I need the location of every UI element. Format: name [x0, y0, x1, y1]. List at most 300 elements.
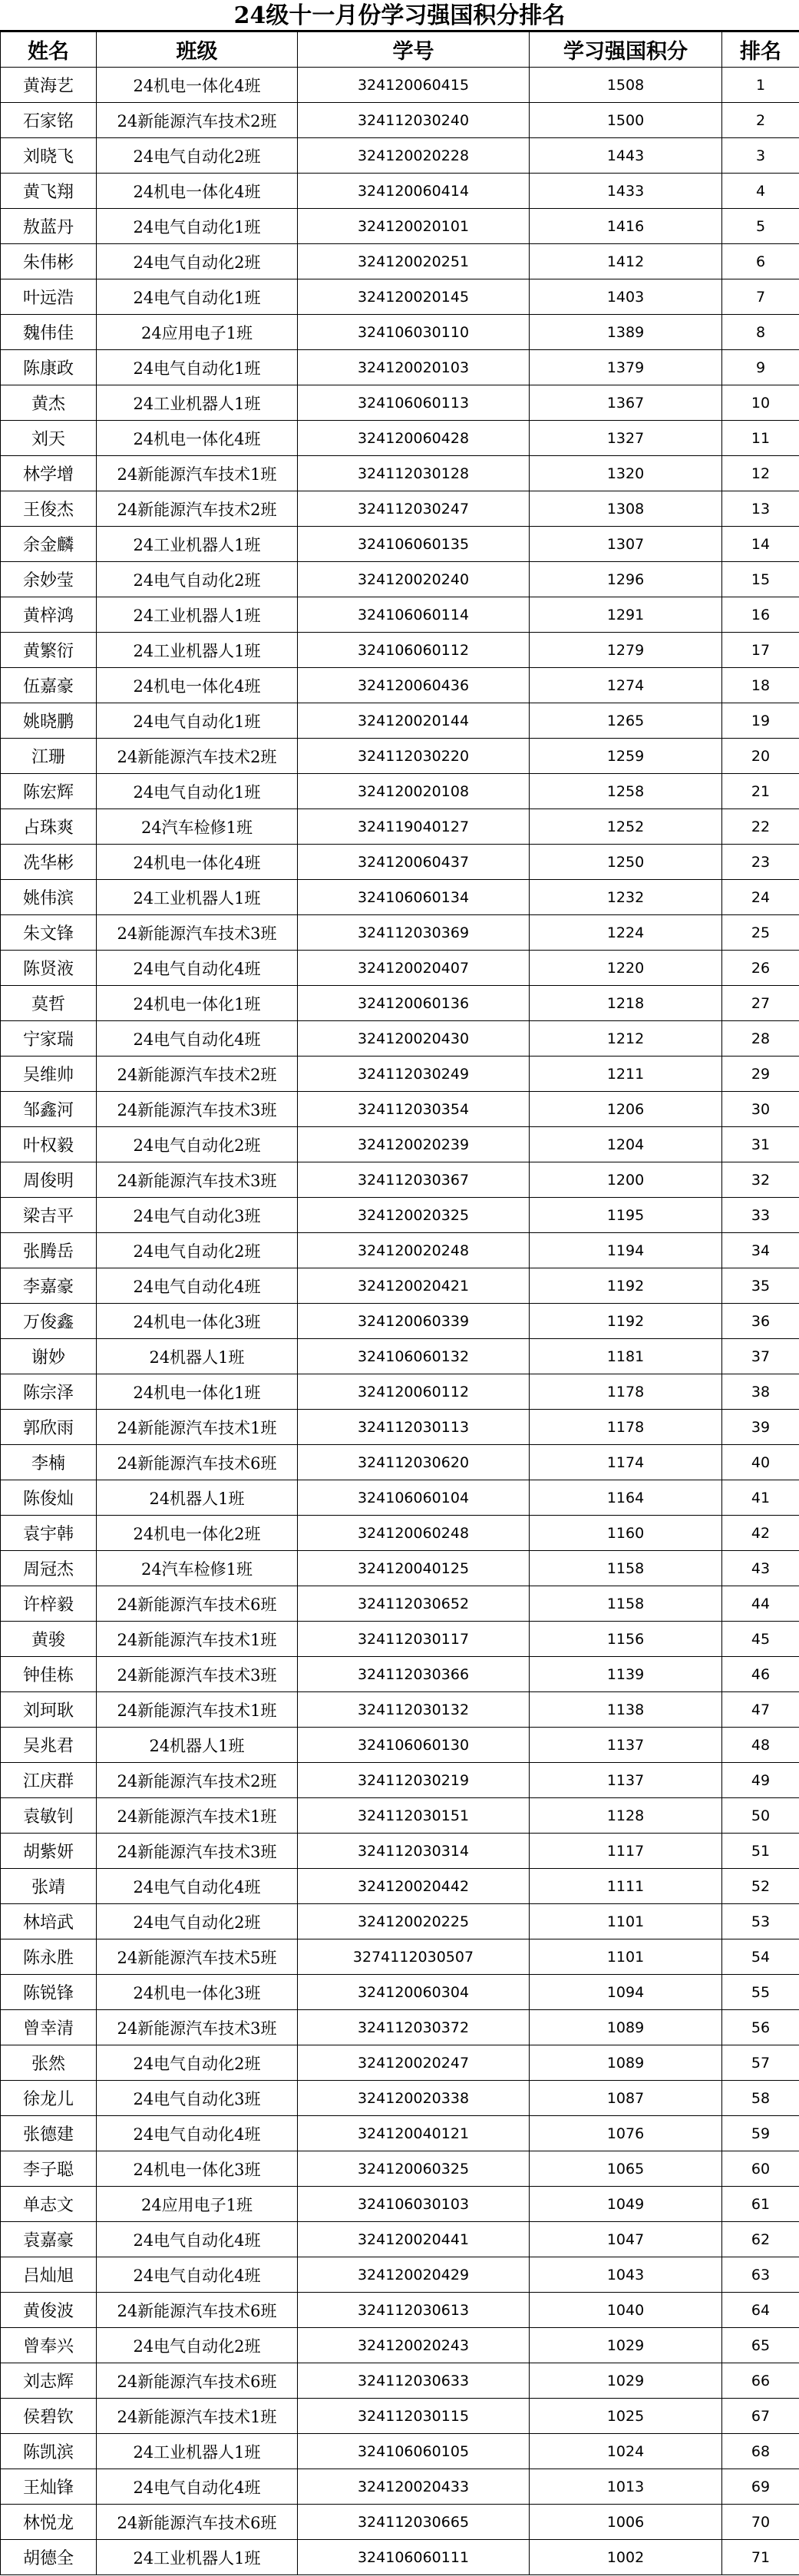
score-cell: 1174	[530, 1445, 722, 1480]
table-row	[1, 2222, 799, 2257]
rank-cell: 4	[722, 174, 799, 209]
class-cell: 24工业机器人1班	[97, 2434, 298, 2469]
rank-cell: 44	[722, 1586, 799, 1622]
student-name-cell: 黄俊波	[1, 2293, 97, 2328]
class-cell: 24新能源汽车技术1班	[97, 1410, 298, 1445]
student-name-cell: 袁敏钊	[1, 1798, 97, 1834]
score-cell: 1047	[530, 2222, 722, 2257]
class-cell: 24工业机器人1班	[97, 597, 298, 633]
score-cell: 1389	[530, 315, 722, 350]
class-cell: 24电气自动化2班	[97, 244, 298, 279]
rank-cell: 62	[722, 2222, 799, 2257]
rank-cell: 1	[722, 68, 799, 103]
score-cell: 1043	[530, 2257, 722, 2293]
table-row	[1, 2540, 799, 2575]
class-cell: 24电气自动化1班	[97, 703, 298, 739]
student-name-cell: 占珠爽	[1, 809, 97, 845]
student-id-cell: 324120020108	[298, 774, 530, 809]
table-row	[1, 527, 799, 562]
class-cell: 24汽车检修1班	[97, 809, 298, 845]
class-cell: 24新能源汽车技术6班	[97, 2505, 298, 2540]
rank-cell: 21	[722, 774, 799, 809]
score-cell: 1178	[530, 1410, 722, 1445]
class-cell: 24机电一体化4班	[97, 174, 298, 209]
student-name-cell: 姚晓鹏	[1, 703, 97, 739]
rank-cell: 47	[722, 1692, 799, 1728]
class-cell: 24新能源汽车技术6班	[97, 1445, 298, 1480]
table-row	[1, 2399, 799, 2434]
student-id-cell: 324120020145	[298, 279, 530, 315]
table-row	[1, 915, 799, 951]
rank-cell: 53	[722, 1904, 799, 1939]
table-row	[1, 668, 799, 703]
score-cell: 1412	[530, 244, 722, 279]
rank-cell: 64	[722, 2293, 799, 2328]
table-row	[1, 1657, 799, 1692]
table-row	[1, 1198, 799, 1233]
rank-cell: 43	[722, 1551, 799, 1586]
student-name-cell: 李楠	[1, 1445, 97, 1480]
student-name-cell: 周俊明	[1, 1162, 97, 1198]
student-name-cell: 王灿锋	[1, 2469, 97, 2505]
score-cell: 1181	[530, 1339, 722, 1374]
table-row	[1, 1410, 799, 1445]
table-row	[1, 2505, 799, 2540]
student-id-cell: 324120020225	[298, 1904, 530, 1939]
rank-cell: 22	[722, 809, 799, 845]
student-name-cell: 朱文锋	[1, 915, 97, 951]
score-cell: 1158	[530, 1586, 722, 1622]
class-cell: 24新能源汽车技术3班	[97, 915, 298, 951]
score-cell: 1076	[530, 2116, 722, 2151]
student-name-cell: 袁宇韩	[1, 1516, 97, 1551]
student-id-cell: 324112030240	[298, 103, 530, 138]
score-cell: 1274	[530, 668, 722, 703]
score-cell: 1138	[530, 1692, 722, 1728]
rank-cell: 23	[722, 845, 799, 880]
table-row	[1, 1939, 799, 1975]
student-id-cell: 324120060304	[298, 1975, 530, 2010]
score-cell: 1200	[530, 1162, 722, 1198]
table-row	[1, 1516, 799, 1551]
score-cell: 1065	[530, 2151, 722, 2187]
student-id-cell: 324112030314	[298, 1834, 530, 1869]
rank-cell: 51	[722, 1834, 799, 1869]
score-cell: 1089	[530, 2010, 722, 2045]
table-row	[1, 880, 799, 915]
rank-cell: 11	[722, 421, 799, 456]
class-cell: 24新能源汽车技术2班	[97, 1057, 298, 1092]
student-id-cell: 324120060437	[298, 845, 530, 880]
class-cell: 24应用电子1班	[97, 2187, 298, 2222]
rank-cell: 52	[722, 1869, 799, 1904]
sheet-title: 24级十一月份学习强国积分排名	[0, 0, 799, 31]
student-name-cell: 陈锐锋	[1, 1975, 97, 2010]
table-row	[1, 1480, 799, 1516]
student-id-cell: 324120060325	[298, 2151, 530, 2187]
score-cell: 1367	[530, 385, 722, 421]
table-row	[1, 1586, 799, 1622]
class-cell: 24电气自动化2班	[97, 1127, 298, 1162]
student-id-cell: 324120020441	[298, 2222, 530, 2257]
table-row	[1, 562, 799, 597]
student-id-cell: 324112030219	[298, 1763, 530, 1798]
score-cell: 1192	[530, 1268, 722, 1304]
rank-cell: 15	[722, 562, 799, 597]
student-id-cell: 324106060113	[298, 385, 530, 421]
table-row	[1, 279, 799, 315]
rank-cell: 32	[722, 1162, 799, 1198]
student-name-cell: 黄飞翔	[1, 174, 97, 209]
rank-cell: 48	[722, 1728, 799, 1763]
table-header-row	[1, 32, 799, 68]
rank-cell: 40	[722, 1445, 799, 1480]
student-id-cell: 324120060436	[298, 668, 530, 703]
class-cell: 24新能源汽车技术2班	[97, 739, 298, 774]
student-id-cell: 324106060134	[298, 880, 530, 915]
table-row	[1, 2469, 799, 2505]
class-cell: 24电气自动化1班	[97, 350, 298, 385]
student-id-cell: 324120020251	[298, 244, 530, 279]
student-id-cell: 324120060428	[298, 421, 530, 456]
student-id-cell: 324120020433	[298, 2469, 530, 2505]
student-name-cell: 余妙莹	[1, 562, 97, 597]
rank-cell: 49	[722, 1763, 799, 1798]
class-cell: 24电气自动化2班	[97, 2328, 298, 2363]
rank-cell: 9	[722, 350, 799, 385]
student-id-cell: 324120020430	[298, 1021, 530, 1057]
table-row	[1, 2328, 799, 2363]
table-row	[1, 2293, 799, 2328]
rank-cell: 59	[722, 2116, 799, 2151]
student-id-cell: 324106060130	[298, 1728, 530, 1763]
table-row	[1, 2257, 799, 2293]
table-row	[1, 986, 799, 1021]
class-cell: 24工业机器人1班	[97, 633, 298, 668]
rank-cell: 54	[722, 1939, 799, 1975]
score-cell: 1040	[530, 2293, 722, 2328]
student-id-cell: 324120020239	[298, 1127, 530, 1162]
rank-cell: 26	[722, 951, 799, 986]
rank-cell: 5	[722, 209, 799, 244]
score-cell: 1232	[530, 880, 722, 915]
table-row	[1, 68, 799, 103]
rank-cell: 37	[722, 1339, 799, 1374]
table-row	[1, 1127, 799, 1162]
student-name-cell: 叶权毅	[1, 1127, 97, 1162]
student-id-cell: 324120020243	[298, 2328, 530, 2363]
rank-cell: 34	[722, 1233, 799, 1268]
student-name-cell: 莫哲	[1, 986, 97, 1021]
score-cell: 1265	[530, 703, 722, 739]
class-cell: 24电气自动化2班	[97, 2045, 298, 2081]
student-id-cell: 324120020325	[298, 1198, 530, 1233]
student-name-cell: 陈永胜	[1, 1939, 97, 1975]
rank-cell: 71	[722, 2540, 799, 2575]
student-name-cell: 许梓毅	[1, 1586, 97, 1622]
rank-cell: 17	[722, 633, 799, 668]
rank-cell: 56	[722, 2010, 799, 2045]
student-name-cell: 胡德全	[1, 2540, 97, 2575]
class-cell: 24机电一体化3班	[97, 2151, 298, 2187]
score-cell: 1403	[530, 279, 722, 315]
class-cell: 24新能源汽车技术3班	[97, 1162, 298, 1198]
table-row	[1, 1304, 799, 1339]
rank-cell: 7	[722, 279, 799, 315]
header-name: 姓名	[1, 32, 97, 68]
class-cell: 24电气自动化1班	[97, 209, 298, 244]
score-cell: 1204	[530, 1127, 722, 1162]
student-name-cell: 魏伟佳	[1, 315, 97, 350]
student-name-cell: 黄繁衍	[1, 633, 97, 668]
class-cell: 24机电一体化3班	[97, 1304, 298, 1339]
score-cell: 1279	[530, 633, 722, 668]
student-id-cell: 324112030620	[298, 1445, 530, 1480]
student-name-cell: 刘天	[1, 421, 97, 456]
student-id-cell: 324120020421	[298, 1268, 530, 1304]
table-row	[1, 2151, 799, 2187]
student-id-cell: 324120020429	[298, 2257, 530, 2293]
rank-cell: 33	[722, 1198, 799, 1233]
class-cell: 24机电一体化1班	[97, 1374, 298, 1410]
table-row	[1, 703, 799, 739]
score-cell: 1158	[530, 1551, 722, 1586]
class-cell: 24新能源汽车技术3班	[97, 1092, 298, 1127]
score-cell: 1224	[530, 915, 722, 951]
table-row	[1, 774, 799, 809]
table-row	[1, 1692, 799, 1728]
class-cell: 24机电一体化1班	[97, 986, 298, 1021]
table-row	[1, 315, 799, 350]
table-row	[1, 350, 799, 385]
student-name-cell: 张靖	[1, 1869, 97, 1904]
score-cell: 1094	[530, 1975, 722, 2010]
table-body	[1, 68, 799, 2575]
rank-cell: 24	[722, 880, 799, 915]
class-cell: 24新能源汽车技术1班	[97, 1798, 298, 1834]
table-row	[1, 2081, 799, 2116]
student-id-cell: 324112030220	[298, 739, 530, 774]
student-name-cell: 郭欣雨	[1, 1410, 97, 1445]
student-id-cell: 324112030369	[298, 915, 530, 951]
student-id-cell: 324112030366	[298, 1657, 530, 1692]
student-id-cell: 324120020247	[298, 2045, 530, 2081]
table-row	[1, 2045, 799, 2081]
table-row	[1, 421, 799, 456]
score-cell: 1195	[530, 1198, 722, 1233]
class-cell: 24机电一体化2班	[97, 1516, 298, 1551]
student-id-cell: 324106060114	[298, 597, 530, 633]
rank-cell: 12	[722, 456, 799, 491]
class-cell: 24新能源汽车技术1班	[97, 456, 298, 491]
student-name-cell: 张然	[1, 2045, 97, 2081]
rank-cell: 66	[722, 2363, 799, 2399]
class-cell: 24电气自动化4班	[97, 1021, 298, 1057]
score-cell: 1252	[530, 809, 722, 845]
score-cell: 1101	[530, 1904, 722, 1939]
score-cell: 1006	[530, 2505, 722, 2540]
rank-cell: 18	[722, 668, 799, 703]
student-id-cell: 324112030117	[298, 1622, 530, 1657]
table-row	[1, 456, 799, 491]
student-name-cell: 陈贤液	[1, 951, 97, 986]
score-cell: 1308	[530, 491, 722, 527]
student-name-cell: 敖蓝丹	[1, 209, 97, 244]
student-name-cell: 陈宏辉	[1, 774, 97, 809]
class-cell: 24机电一体化4班	[97, 845, 298, 880]
rank-cell: 36	[722, 1304, 799, 1339]
student-id-cell: 324112030372	[298, 2010, 530, 2045]
table-row	[1, 1445, 799, 1480]
class-cell: 24电气自动化2班	[97, 1233, 298, 1268]
student-id-cell: 3274112030507	[298, 1939, 530, 1975]
student-name-cell: 吴维帅	[1, 1057, 97, 1092]
table-row	[1, 1374, 799, 1410]
table-row	[1, 1763, 799, 1798]
student-id-cell: 324112030113	[298, 1410, 530, 1445]
rank-cell: 29	[722, 1057, 799, 1092]
score-cell: 1160	[530, 1516, 722, 1551]
class-cell: 24工业机器人1班	[97, 880, 298, 915]
table-row	[1, 845, 799, 880]
score-cell: 1508	[530, 68, 722, 103]
score-cell: 1029	[530, 2363, 722, 2399]
rank-cell: 2	[722, 103, 799, 138]
class-cell: 24电气自动化4班	[97, 2257, 298, 2293]
student-name-cell: 姚伟滨	[1, 880, 97, 915]
class-cell: 24汽车检修1班	[97, 1551, 298, 1586]
class-cell: 24电气自动化1班	[97, 279, 298, 315]
student-name-cell: 黄梓鸿	[1, 597, 97, 633]
student-name-cell: 陈宗泽	[1, 1374, 97, 1410]
table-row	[1, 1268, 799, 1304]
student-id-cell: 324120020228	[298, 138, 530, 174]
student-id-cell: 324112030652	[298, 1586, 530, 1622]
rank-cell: 35	[722, 1268, 799, 1304]
rank-cell: 10	[722, 385, 799, 421]
student-id-cell: 324119040127	[298, 809, 530, 845]
table-row	[1, 1975, 799, 2010]
table-row	[1, 1551, 799, 1586]
table-row	[1, 2363, 799, 2399]
rank-cell: 42	[722, 1516, 799, 1551]
student-name-cell: 冼华彬	[1, 845, 97, 880]
rank-cell: 8	[722, 315, 799, 350]
class-cell: 24新能源汽车技术3班	[97, 2010, 298, 2045]
rank-cell: 68	[722, 2434, 799, 2469]
score-cell: 1156	[530, 1622, 722, 1657]
student-id-cell: 324112030247	[298, 491, 530, 527]
score-cell: 1212	[530, 1021, 722, 1057]
score-cell: 1258	[530, 774, 722, 809]
score-cell: 1443	[530, 138, 722, 174]
score-cell: 1194	[530, 1233, 722, 1268]
student-name-cell: 陈凯滨	[1, 2434, 97, 2469]
class-cell: 24电气自动化4班	[97, 1869, 298, 1904]
rank-cell: 63	[722, 2257, 799, 2293]
rank-cell: 61	[722, 2187, 799, 2222]
rank-cell: 28	[722, 1021, 799, 1057]
student-id-cell: 324112030128	[298, 456, 530, 491]
table-row	[1, 491, 799, 527]
rank-cell: 6	[722, 244, 799, 279]
score-cell: 1327	[530, 421, 722, 456]
class-cell: 24电气自动化3班	[97, 1198, 298, 1233]
rank-cell: 55	[722, 1975, 799, 2010]
class-cell: 24新能源汽车技术6班	[97, 2293, 298, 2328]
student-name-cell: 陈俊灿	[1, 1480, 97, 1516]
ranking-table	[0, 31, 799, 2575]
table-row	[1, 209, 799, 244]
score-cell: 1211	[530, 1057, 722, 1092]
student-name-cell: 邹鑫河	[1, 1092, 97, 1127]
student-id-cell: 324120060248	[298, 1516, 530, 1551]
student-name-cell: 李嘉豪	[1, 1268, 97, 1304]
score-cell: 1137	[530, 1763, 722, 1798]
rank-cell: 58	[722, 2081, 799, 2116]
student-name-cell: 刘晓飞	[1, 138, 97, 174]
rank-cell: 31	[722, 1127, 799, 1162]
student-name-cell: 林学增	[1, 456, 97, 491]
student-name-cell: 钟佳栋	[1, 1657, 97, 1692]
student-id-cell: 324112030633	[298, 2363, 530, 2399]
student-id-cell: 324106060105	[298, 2434, 530, 2469]
student-id-cell: 324120060339	[298, 1304, 530, 1339]
student-name-cell: 李子聪	[1, 2151, 97, 2187]
rank-cell: 25	[722, 915, 799, 951]
student-name-cell: 梁吉平	[1, 1198, 97, 1233]
student-name-cell: 伍嘉豪	[1, 668, 97, 703]
score-cell: 1013	[530, 2469, 722, 2505]
score-cell: 1259	[530, 739, 722, 774]
class-cell: 24新能源汽车技术2班	[97, 491, 298, 527]
student-name-cell: 周冠杰	[1, 1551, 97, 1586]
student-id-cell: 324120040121	[298, 2116, 530, 2151]
student-id-cell: 324106030110	[298, 315, 530, 350]
student-id-cell: 324120020101	[298, 209, 530, 244]
table-row	[1, 1622, 799, 1657]
student-id-cell: 324112030613	[298, 2293, 530, 2328]
score-cell: 1296	[530, 562, 722, 597]
student-id-cell: 324112030354	[298, 1092, 530, 1127]
student-name-cell: 张腾岳	[1, 1233, 97, 1268]
student-name-cell: 林培武	[1, 1904, 97, 1939]
header-student-id: 学号	[298, 32, 530, 68]
score-cell: 1178	[530, 1374, 722, 1410]
table-row	[1, 2187, 799, 2222]
student-id-cell: 324120060112	[298, 1374, 530, 1410]
class-cell: 24电气自动化4班	[97, 951, 298, 986]
student-id-cell: 324112030115	[298, 2399, 530, 2434]
student-name-cell: 曾幸清	[1, 2010, 97, 2045]
rank-cell: 30	[722, 1092, 799, 1127]
student-id-cell: 324120020407	[298, 951, 530, 986]
student-id-cell: 324106060104	[298, 1480, 530, 1516]
class-cell: 24电气自动化2班	[97, 1904, 298, 1939]
class-cell: 24新能源汽车技术1班	[97, 2399, 298, 2434]
class-cell: 24机器人1班	[97, 1339, 298, 1374]
class-cell: 24机电一体化3班	[97, 1975, 298, 2010]
student-id-cell: 324112030367	[298, 1162, 530, 1198]
rank-cell: 20	[722, 739, 799, 774]
class-cell: 24机器人1班	[97, 1728, 298, 1763]
student-name-cell: 朱伟彬	[1, 244, 97, 279]
student-name-cell: 陈康政	[1, 350, 97, 385]
class-cell: 24电气自动化4班	[97, 2469, 298, 2505]
score-cell: 1218	[530, 986, 722, 1021]
student-name-cell: 石家铭	[1, 103, 97, 138]
class-cell: 24新能源汽车技术2班	[97, 103, 298, 138]
